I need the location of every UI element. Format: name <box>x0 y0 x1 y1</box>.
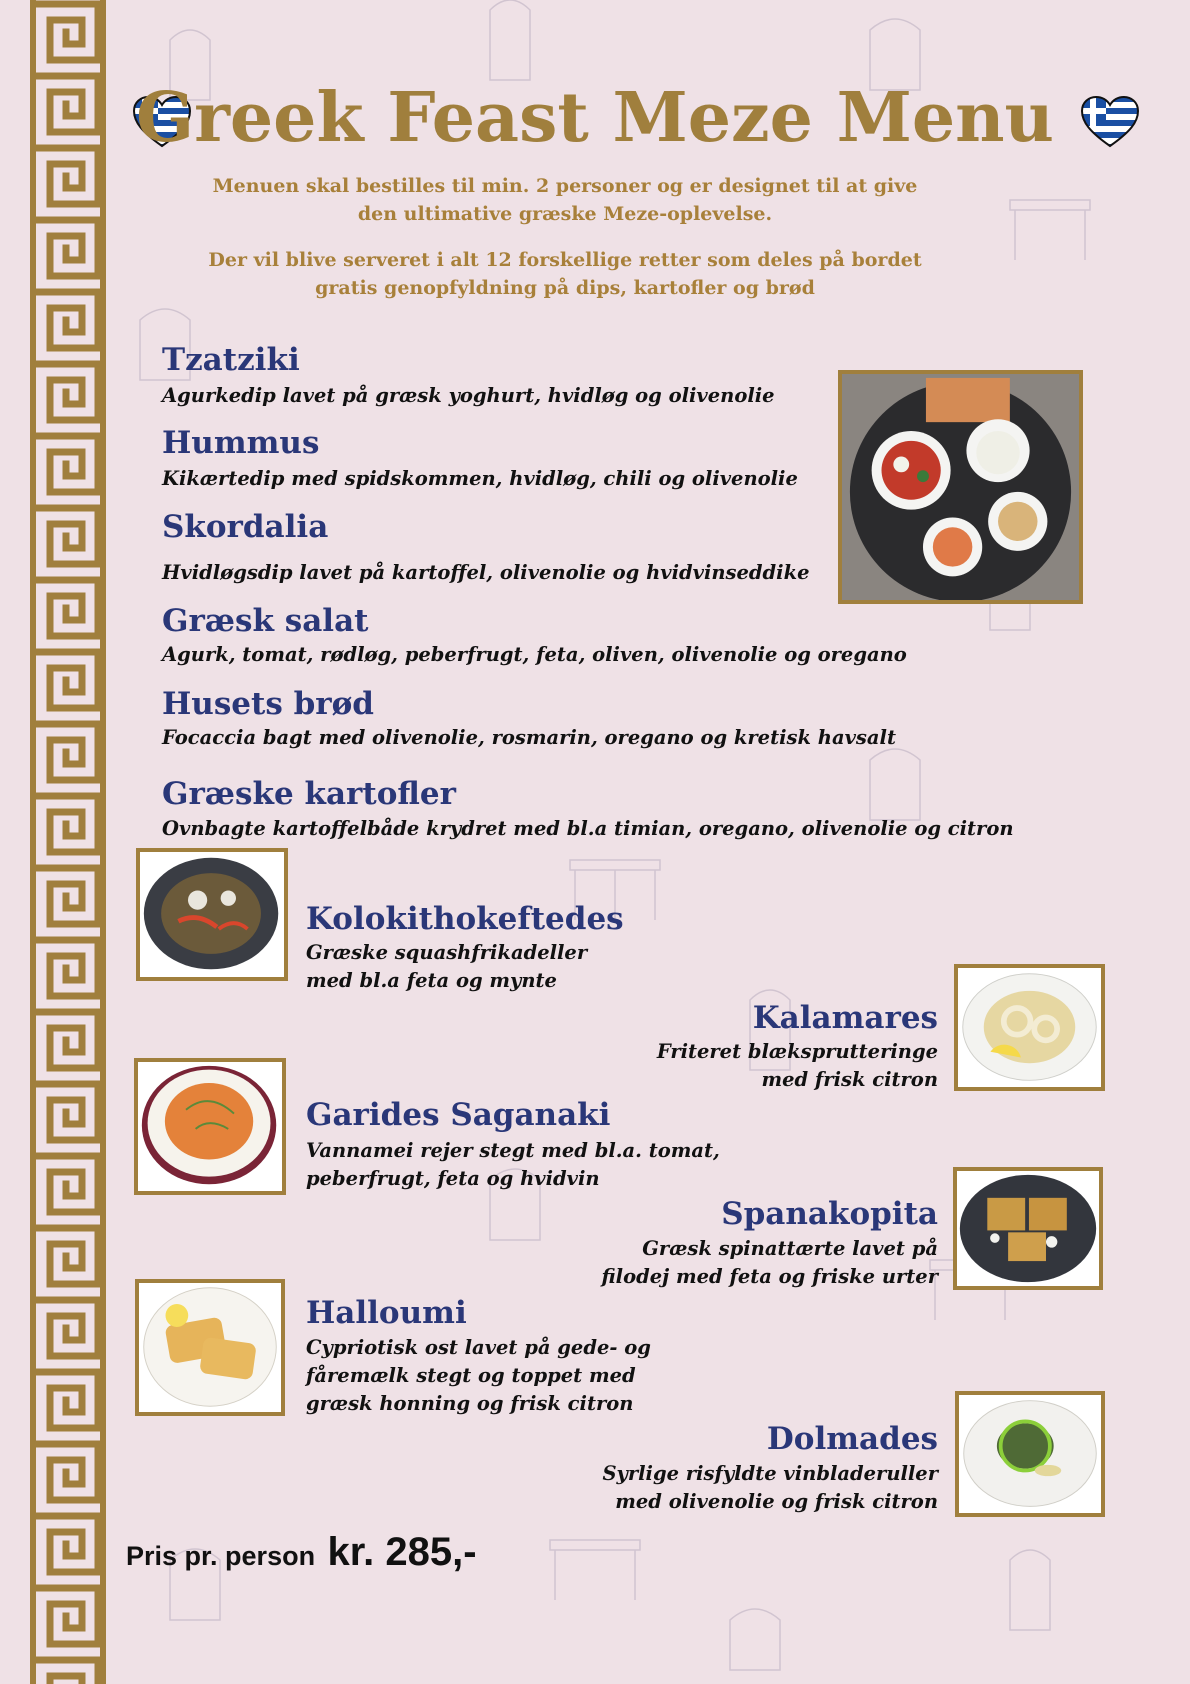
dish-desc-hummus: Kikærtedip med spidskommen, hvidløg, chili og olivenolie <box>162 467 798 490</box>
dish-desc-tzatziki: Agurkedip lavet på græsk yoghurt, hvidløg og olivenolie <box>162 384 775 407</box>
dish-desc-kalamares: Friteret blæksprutteringe <box>656 1040 938 1063</box>
dolmades-photo <box>955 1391 1105 1517</box>
intro-line: gratis genopfyldning på dips, kartofler og brød <box>315 277 815 299</box>
dish-desc-husets-brod: Focaccia bagt med olivenolie, rosmarin, oregano og kretisk havsalt <box>162 726 896 749</box>
greek-key-border <box>30 0 106 1684</box>
dish-desc-kalamares: med frisk citron <box>761 1068 938 1091</box>
dish-desc-dolmades: med olivenolie og frisk citron <box>615 1490 938 1513</box>
intro-line: den ultimative græske Meze-oplevelse. <box>357 203 773 225</box>
intro-paragraph-1 <box>150 172 980 228</box>
page-title: Greek Feast Meze Menu <box>136 78 1054 158</box>
dish-name-graesk-salat: Græsk salat <box>162 603 369 639</box>
dish-desc-dolmades: Syrlige risfyldte vinbladeruller <box>602 1462 938 1485</box>
dish-desc-kolokithokeftedes: Græske squashfrikadeller <box>306 941 588 964</box>
kalamares-photo <box>954 964 1105 1091</box>
dish-name-kalamares: Kalamares <box>752 1000 938 1036</box>
dish-name-skordalia: Skordalia <box>162 509 329 545</box>
dish-name-tzatziki: Tzatziki <box>162 342 300 378</box>
halloumi-photo <box>135 1279 285 1416</box>
dish-desc-graeske-kartofler: Ovnbagte kartoffelbåde krydret med bl.a timian, oregano, olivenolie og citron <box>162 817 1014 840</box>
price-amount: kr. 285,- <box>327 1530 477 1574</box>
meze-platter-photo <box>838 370 1083 604</box>
dish-name-graeske-kartofler: Græske kartofler <box>162 776 456 812</box>
spanakopita-photo <box>953 1167 1103 1290</box>
intro-line: Menuen skal bestilles til min. 2 personer og er designet til at give <box>212 175 918 197</box>
dish-name-dolmades: Dolmades <box>766 1421 938 1457</box>
dish-desc-spanakopita: filodej med feta og friske urter <box>601 1265 938 1288</box>
dish-desc-spanakopita: Græsk spinattærte lavet på <box>642 1237 938 1260</box>
dish-name-kolokithokeftedes: Kolokithokeftedes <box>306 901 624 937</box>
garides-saganaki-photo <box>134 1058 286 1195</box>
dish-desc-halloumi: fåremælk stegt og toppet med <box>306 1364 636 1387</box>
intro-line: Der vil blive serveret i alt 12 forskellige retter som deles på bordet <box>208 249 922 271</box>
dish-desc-garides-saganaki: peberfrugt, feta og hvidvin <box>306 1167 600 1190</box>
dish-desc-halloumi: Cypriotisk ost lavet på gede- og <box>306 1336 651 1359</box>
dish-name-hummus: Hummus <box>162 425 320 461</box>
dish-desc-graesk-salat: Agurk, tomat, rødløg, peberfrugt, feta, oliven, olivenolie og oregano <box>162 643 907 666</box>
price-label: Pris pr. person <box>126 1541 316 1571</box>
kolokithokeftedes-photo <box>136 848 288 981</box>
dish-desc-garides-saganaki: Vannamei rejer stegt med bl.a. tomat, <box>306 1139 720 1162</box>
dish-desc-halloumi: græsk honning og frisk citron <box>306 1392 634 1415</box>
dish-name-spanakopita: Spanakopita <box>721 1196 938 1232</box>
intro-paragraph-2 <box>150 246 980 302</box>
dish-name-garides-saganaki: Garides Saganaki <box>306 1097 611 1133</box>
dish-desc-kolokithokeftedes: med bl.a feta og mynte <box>306 969 557 992</box>
dish-name-halloumi: Halloumi <box>306 1295 467 1331</box>
dish-desc-skordalia: Hvidløgsdip lavet på kartoffel, olivenolie og hvidvinseddike <box>162 561 810 584</box>
price-line <box>126 1530 477 1575</box>
dish-name-husets-brod: Husets brød <box>162 686 374 722</box>
